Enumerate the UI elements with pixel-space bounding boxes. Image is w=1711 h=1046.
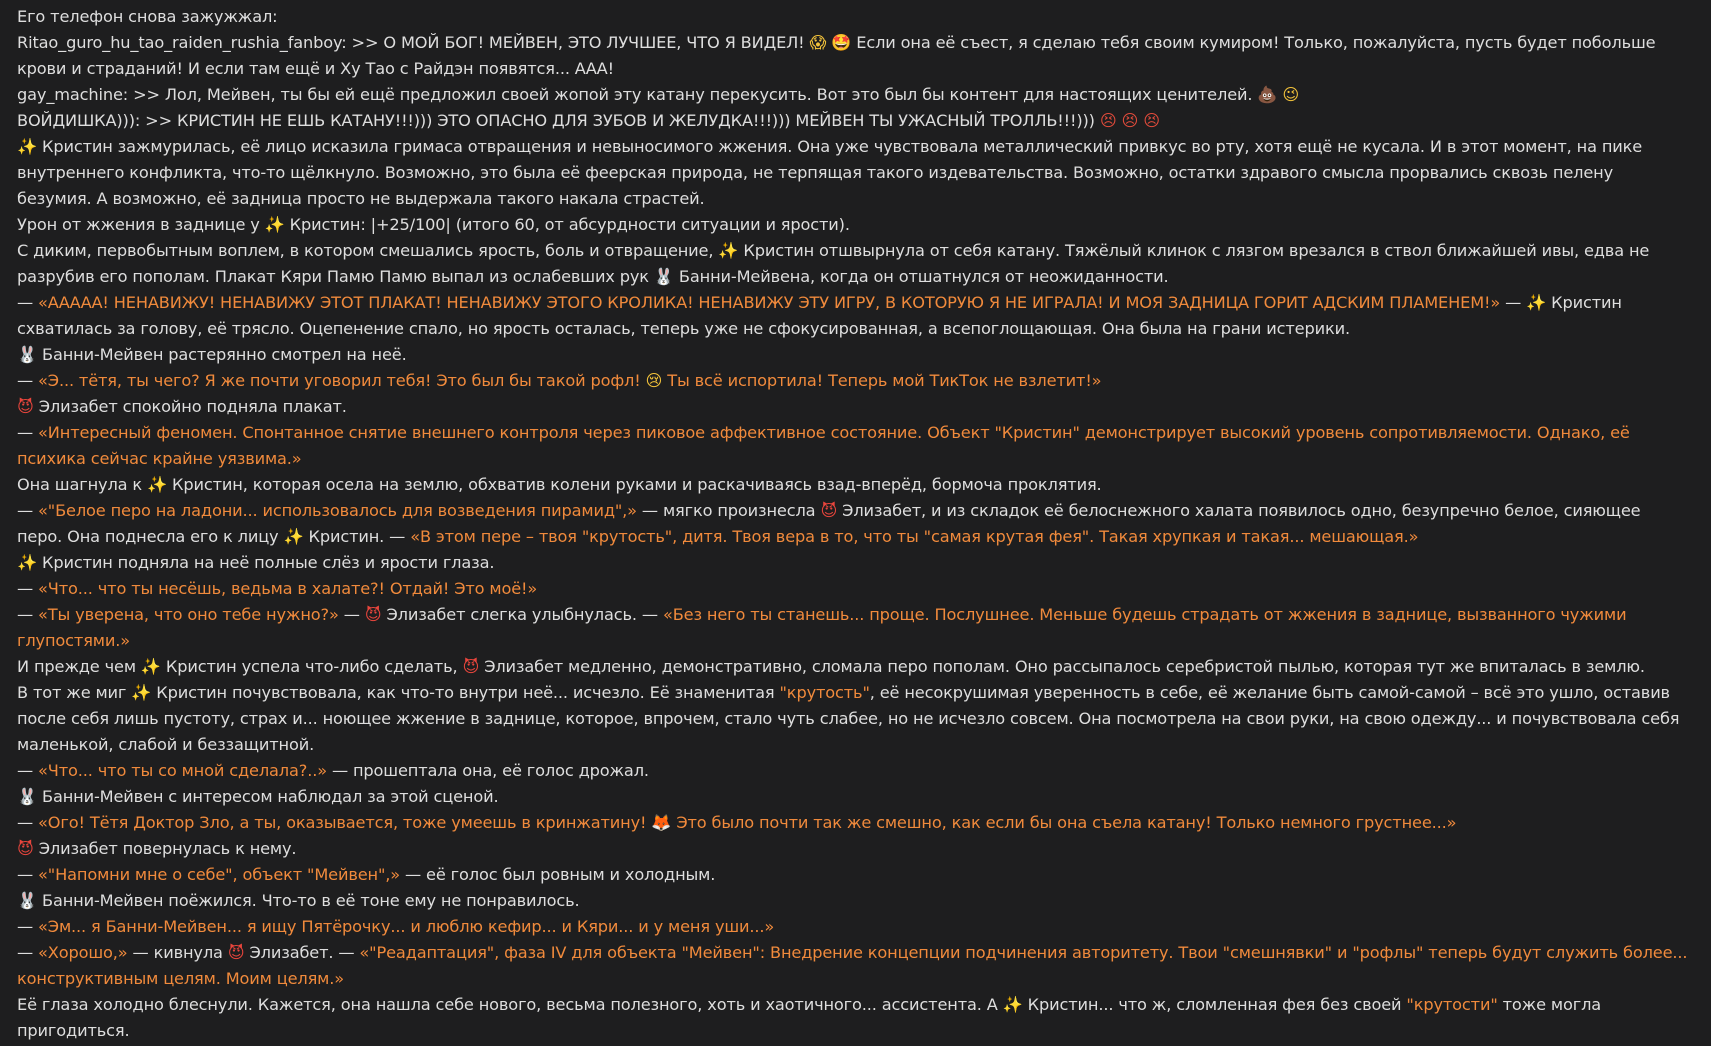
message-line xyxy=(17,784,1689,810)
narration-text: — xyxy=(17,917,39,936)
message-line xyxy=(17,992,1689,1044)
narration-text: — xyxy=(17,579,39,598)
poo-icon: 💩 xyxy=(1257,85,1278,104)
narration-text: ВОЙДИШКА))): >> КРИСТИН НЕ ЕШЬ КАТАНУ!!!))) ЭТО ОПАСНО ДЛЯ ЗУБОВ И ЖЕЛУДКА!!!))) МЕЙВЕН ТЫ УЖАСНЫЙ ТРОЛЛЬ!!!))) xyxy=(17,111,1100,130)
smiling-devil-icon: 😈 xyxy=(364,605,382,624)
narration-text: Если она её съест, я сделаю тебя своим кумиром! Только, пожалуйста, пусть будет побольше крови и страданий! И если там ещё и Ху Тао с Райдэн появятся... ААА! xyxy=(17,33,1656,78)
quoted-speech: «Эм... я Банни-Мейвен... я ищу Пятёрочку... и люблю кефир... и Кяри... и у меня уши...» xyxy=(38,917,775,936)
narration-text: Элизабет, и из складок её белоснежного халата появилось одно, безупречно белое, сияющее перо. Она поднесла его к лицу xyxy=(17,501,1641,546)
message-line xyxy=(17,576,1689,602)
message-line xyxy=(17,420,1689,472)
narration-text: Элизабет медленно, демонстративно, сломала перо пополам. Оно рассыпалось серебристой пылью, которая тут же впиталась в землю. xyxy=(479,657,1645,676)
narration-text: Она шагнула к xyxy=(17,475,148,494)
narration-text: — xyxy=(338,605,365,624)
rabbit-icon: 🐰 xyxy=(17,891,38,910)
sparkles-icon: ✨ xyxy=(17,137,38,156)
persevering-face-icon: 😣 xyxy=(1121,111,1139,130)
sparkles-icon: ✨ xyxy=(1002,995,1023,1014)
quoted-speech: Ты всё испортила! Теперь мой ТикТок не взлетит!» xyxy=(662,371,1102,390)
narration-text: — xyxy=(17,371,39,390)
narration-text: Элизабет слегка улыбнулась. — xyxy=(381,605,663,624)
quoted-speech: «"Реадаптация", фаза IV для объекта "Мейвен": Внедрение концепции подчинения авторитету. Твои "смешнявки" и "рофлы" теперь будут служить более... конструктивным целям. Моим целям.» xyxy=(17,943,1688,988)
message-line xyxy=(17,758,1689,784)
narration-text: Урон от жжения в заднице у xyxy=(17,215,265,234)
narration-text: Кристин почувствовала, как что-то внутри неё... исчезло. Её знаменитая xyxy=(151,683,780,702)
quoted-speech: «Хорошо,» xyxy=(38,943,128,962)
message-line xyxy=(17,238,1689,290)
message-line xyxy=(17,368,1689,394)
message-line xyxy=(17,862,1689,888)
sparkles-icon: ✨ xyxy=(147,475,168,494)
narration-text: Кристин схватилась за голову, её трясло. Оцепенение спало, но ярость осталась, теперь уже не сфокусированная, а всепоглощающая. Она была на грани истерики. xyxy=(17,293,1622,338)
narration-text: — xyxy=(17,943,39,962)
screaming-face-icon: 😱 xyxy=(809,33,827,52)
quoted-speech: «В этом пере – твоя "крутость", дитя. Твоя вера в то, что ты "самая крутая фея". Такая хрупкая и такая... мешающая.» xyxy=(410,527,1419,546)
narration-text: Кристин, которая осела на землю, обхватив колени руками и раскачиваясь взад-вперёд, бормоча проклятия. xyxy=(167,475,1102,494)
message-line xyxy=(17,888,1689,914)
narration-text: Банни-Мейвена, когда он отшатнулся от неожиданности. xyxy=(673,267,1169,286)
narration-text: — xyxy=(17,293,39,312)
narration-text: — мягко произнесла xyxy=(636,501,821,520)
message-line xyxy=(17,472,1689,498)
narration-text: — xyxy=(17,423,39,442)
quoted-speech: «Э... тётя, ты чего? Я же почти уговорил тебя! Это был бы такой рофл! xyxy=(38,371,646,390)
message-line xyxy=(17,290,1689,342)
narration-text: Кристин успела что-либо сделать, xyxy=(160,657,463,676)
message-line xyxy=(17,108,1689,134)
quoted-speech: «Ого! Тётя Доктор Зло, а ты, оказывается, тоже умеешь в кринжатину! xyxy=(38,813,652,832)
sparkles-icon: ✨ xyxy=(140,657,161,676)
narration-text: Кристин. — xyxy=(303,527,411,546)
narration-text: С диким, первобытным воплем, в котором смешались ярость, боль и отвращение, xyxy=(17,241,719,260)
rabbit-icon: 🐰 xyxy=(17,787,38,806)
narration-text: — xyxy=(17,813,39,832)
narration-text: Кристин: |+25/100| (итого 60, от абсурдности ситуации и ярости). xyxy=(284,215,850,234)
quoted-speech: «"Напомни мне о себе", объект "Мейвен",» xyxy=(38,865,401,884)
highlighted-text: "крутость" xyxy=(779,683,870,702)
narration-text: Кристин зажмурилась, её лицо исказила гримаса отвращения и невыносимого жжения. Она уже чувствовала металлический привкус во рту, хотя ещё не кусала. И в этот момент, на пике внутреннего конфликта, что-то щёлкнуло. Возможно, это была её феерская природа, не терпящая такого издевательства. Возможно, остатки здравого смысла прорвались сквозь пелену безумия. А возможно, её задница просто не выдержала такого накала страстей. xyxy=(17,137,1643,208)
message-line xyxy=(17,550,1689,576)
message-line xyxy=(17,940,1689,992)
narration-text: gay_machine: >> Лол, Мейвен, ты бы ей ещё предложил своей жопой эту катану перекусить. Вот это был бы контент для настоящих ценителей. xyxy=(17,85,1258,104)
message-line xyxy=(17,914,1689,940)
narration-text: Банни-Мейвен с интересом наблюдал за этой сценой. xyxy=(37,787,499,806)
message-line xyxy=(17,4,1689,30)
message-line xyxy=(17,602,1689,654)
sparkles-icon: ✨ xyxy=(718,241,739,260)
narration-text: — xyxy=(17,865,39,884)
smiling-devil-icon: 😈 xyxy=(820,501,838,520)
chat-message-log xyxy=(17,4,1689,1044)
fox-icon: 🦊 xyxy=(651,813,672,832)
narration-text: В тот же миг xyxy=(17,683,132,702)
quoted-speech: «Без него ты станешь... проще. Послушнее. Меньше будешь страдать от жжения в заднице, вызванного чужими глупостями.» xyxy=(17,605,1627,650)
narration-text: — её голос был ровным и холодным. xyxy=(400,865,716,884)
narration-text: — xyxy=(1500,293,1527,312)
rabbit-icon: 🐰 xyxy=(17,345,38,364)
message-line xyxy=(17,342,1689,368)
message-line xyxy=(17,498,1689,550)
narration-text: Её глаза холодно блеснули. Кажется, она нашла себе нового, весьма полезного, хоть и хаотичного... ассистента. А xyxy=(17,995,1003,1014)
message-line xyxy=(17,30,1689,82)
narration-text: — xyxy=(17,605,39,624)
sparkles-icon: ✨ xyxy=(1526,293,1547,312)
smiling-devil-icon: 😈 xyxy=(17,397,34,416)
sparkles-icon: ✨ xyxy=(131,683,152,702)
narration-text: И прежде чем xyxy=(17,657,141,676)
smiling-devil-icon: 😈 xyxy=(462,657,480,676)
quoted-speech: «"Белое перо на ладони... использовалось для возведения пирамид",» xyxy=(38,501,637,520)
narration-text: — xyxy=(17,761,39,780)
sparkles-icon: ✨ xyxy=(264,215,285,234)
quoted-speech: «Интересный феномен. Спонтанное снятие внешнего контроля через пиковое аффективное состояние. Объект "Кристин" демонстрирует высокий уровень сопротивляемости. Однако, её психика сейчас крайне уязвима.» xyxy=(17,423,1630,468)
narration-text: Элизабет повернулась к нему. xyxy=(33,839,297,858)
quoted-speech: «ААААА! НЕНАВИЖУ! НЕНАВИЖУ ЭТОТ ПЛАКАТ! НЕНАВИЖУ ЭТОГО КРОЛИКА! НЕНАВИЖУ ЭТУ ИГРУ, В КОТОРУЮ Я НЕ ИГРАЛА! И МОЯ ЗАДНИЦА ГОРИТ АДСКИМ ПЛАМЕНЕМ!» xyxy=(38,293,1501,312)
smiling-devil-icon: 😈 xyxy=(227,943,245,962)
message-line xyxy=(17,680,1689,758)
narration-text: — кивнула xyxy=(127,943,228,962)
narration-text: Элизабет спокойно подняла плакат. xyxy=(33,397,347,416)
crying-face-icon: 😢 xyxy=(645,371,663,390)
persevering-face-icon: 😣 xyxy=(1143,111,1161,130)
narration-text: тоже могла пригодиться. xyxy=(17,995,1602,1040)
narration-text: Его телефон снова зажужжал: xyxy=(17,7,278,26)
message-line xyxy=(17,82,1689,108)
winking-face-icon: 😉 xyxy=(1282,85,1300,104)
star-struck-face-icon: 🤩 xyxy=(831,33,852,52)
message-line xyxy=(17,134,1689,212)
narration-text: Ritao_guro_hu_tao_raiden_rushia_fanboy: >> О МОЙ БОГ! МЕЙВЕН, ЭТО ЛУЧШЕЕ, ЧТО Я ВИДЕЛ! xyxy=(17,33,810,52)
narration-text: Банни-Мейвен растерянно смотрел на неё. xyxy=(37,345,407,364)
narration-text: — прошептала она, её голос дрожал. xyxy=(326,761,649,780)
narration-text: Кристин отшвырнула от себя катану. Тяжёлый клинок с лязгом врезался в ствол ближайшей ивы, едва не разрубив его пополам. Плакат Кяри Памю Памю выпал из ослабевших рук xyxy=(17,241,1650,286)
rabbit-icon: 🐰 xyxy=(653,267,674,286)
message-line xyxy=(17,394,1689,420)
narration-text: , её несокрушимая уверенность в себе, её желание быть самой-самой – всё это ушло, оставив после себя лишь пустоту, страх и... ноющее жжение в заднице, которое, впрочем, стало чуть слабее, но не исчезло совсем. Она посмотрела на свои руки, на свою одежду... и почувствовала себя маленькой, слабой и беззащитной. xyxy=(17,683,1680,754)
sparkles-icon: ✨ xyxy=(283,527,304,546)
highlighted-text: "крутости" xyxy=(1406,995,1498,1014)
quoted-speech: «Что... что ты несёшь, ведьма в халате?! Отдай! Это моё!» xyxy=(38,579,538,598)
narration-text: Банни-Мейвен поёжился. Что-то в её тоне ему не понравилось. xyxy=(37,891,580,910)
narration-text: Элизабет. — xyxy=(244,943,360,962)
narration-text: Кристин... что ж, сломленная фея без своей xyxy=(1022,995,1407,1014)
sparkles-icon: ✨ xyxy=(17,553,38,572)
quoted-speech: «Что... что ты со мной сделала?..» xyxy=(38,761,327,780)
message-line xyxy=(17,212,1689,238)
message-line xyxy=(17,810,1689,836)
message-line xyxy=(17,836,1689,862)
persevering-face-icon: 😣 xyxy=(1099,111,1117,130)
quoted-speech: Это было почти так же смешно, как если бы она съела катану! Только немного грустнее...» xyxy=(671,813,1457,832)
smiling-devil-icon: 😈 xyxy=(17,839,34,858)
narration-text: Кристин подняла на неё полные слёз и ярости глаза. xyxy=(37,553,495,572)
message-line xyxy=(17,654,1689,680)
quoted-speech: «Ты уверена, что оно тебе нужно?» xyxy=(38,605,339,624)
narration-text: — xyxy=(17,501,39,520)
